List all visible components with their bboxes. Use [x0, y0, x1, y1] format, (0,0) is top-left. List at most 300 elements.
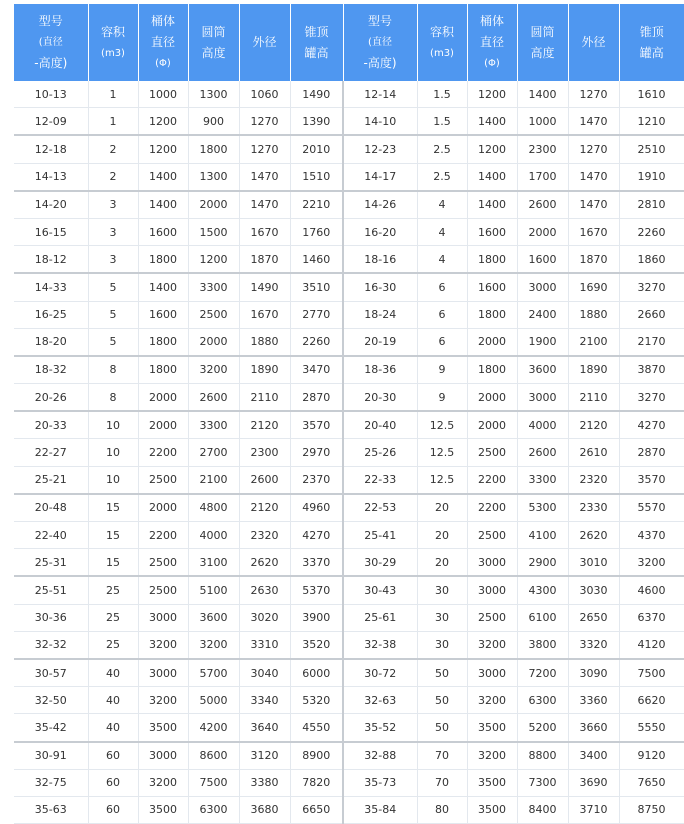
- cone-top-height-cell: 1910: [619, 163, 684, 191]
- cone-top-height-cell: 2170: [619, 328, 684, 356]
- volume-cell: 1: [88, 108, 138, 136]
- volume-cell: 40: [88, 714, 138, 742]
- volume-cell: 60: [88, 769, 138, 796]
- outer-diameter-cell: 3090: [568, 659, 619, 687]
- cylinder-height-cell: 8800: [517, 742, 568, 770]
- body-diameter-cell: 2200: [467, 494, 517, 522]
- cone-top-height-cell: 3270: [619, 273, 684, 301]
- table-row: [14, 439, 684, 466]
- volume-header-right: [417, 4, 467, 81]
- outer-diameter-cell: 1690: [568, 273, 619, 301]
- outer-diameter-cell: 3640: [239, 714, 290, 742]
- model-cell: 35-84: [343, 796, 417, 823]
- outer-diameter-cell: 1670: [568, 218, 619, 245]
- model-cell: 30-72: [343, 659, 417, 687]
- cylinder-height-cell: 1000: [517, 108, 568, 136]
- volume-cell: 10: [88, 439, 138, 466]
- header-line: 高度: [189, 43, 239, 64]
- volume-cell: 20: [417, 494, 467, 522]
- volume-cell: 1: [88, 81, 138, 108]
- cylinder-height-cell: 1300: [188, 163, 239, 191]
- model-cell: 12-09: [14, 108, 88, 136]
- header-line: 容积: [89, 22, 138, 43]
- volume-cell: 10: [88, 466, 138, 494]
- cone-top-height-cell: 2770: [290, 301, 343, 328]
- header-line: 圆筒: [189, 22, 239, 43]
- cone-top-height-cell: 3900: [290, 604, 343, 631]
- cylinder-height-cell: 3600: [188, 604, 239, 631]
- outer-diameter-cell: 1470: [568, 191, 619, 219]
- model-cell: 14-17: [343, 163, 417, 191]
- body-diameter-cell: 1200: [138, 135, 188, 163]
- outer-diameter-cell: 3120: [239, 742, 290, 770]
- model-cell: 32-32: [14, 631, 88, 659]
- cylinder-height-cell: 2000: [188, 328, 239, 356]
- table-row: [14, 659, 684, 687]
- cylinder-height-cell: 3200: [188, 356, 239, 384]
- header-line: 外径: [569, 32, 619, 53]
- table-row: [14, 687, 684, 714]
- volume-cell: 80: [417, 796, 467, 823]
- cylinder-height-cell: 8400: [517, 796, 568, 823]
- cylinder-height-cell: 1300: [188, 81, 239, 108]
- header-line: 容积: [418, 22, 467, 43]
- body-diameter-cell: 1200: [138, 108, 188, 136]
- header-line: 外径: [240, 32, 290, 53]
- volume-cell: 10: [88, 411, 138, 439]
- body-diameter-cell: 2200: [138, 439, 188, 466]
- volume-cell: 6: [417, 301, 467, 328]
- header-line: 罐高: [620, 43, 684, 64]
- cone-top-height-cell: 4120: [619, 631, 684, 659]
- cylinder-height-cell: 2600: [188, 384, 239, 412]
- body-diameter-cell: 2000: [138, 384, 188, 412]
- cone-top-height-cell: 1760: [290, 218, 343, 245]
- table-row: [14, 356, 684, 384]
- model-cell: 12-18: [14, 135, 88, 163]
- cylinder-height-cell: 3300: [517, 466, 568, 494]
- table-row: [14, 218, 684, 245]
- body-diameter-cell: 1400: [138, 191, 188, 219]
- outer-diameter-cell: 3680: [239, 796, 290, 823]
- cylinder-height-cell: 3300: [188, 273, 239, 301]
- model-cell: 20-26: [14, 384, 88, 412]
- volume-header-left: [88, 4, 138, 81]
- volume-cell: 5: [88, 273, 138, 301]
- cylinder-height-cell: 2000: [188, 191, 239, 219]
- table-row: [14, 108, 684, 136]
- table-row: [14, 135, 684, 163]
- table-row: [14, 246, 684, 274]
- outer-diameter-cell: 1470: [568, 108, 619, 136]
- model-cell: 32-75: [14, 769, 88, 796]
- cone-top-height-header-left: [290, 4, 343, 81]
- cone-top-height-cell: 2210: [290, 191, 343, 219]
- cylinder-height-header-right: [517, 4, 568, 81]
- header-line: 桶体: [139, 11, 188, 32]
- cone-top-height-cell: 3570: [619, 466, 684, 494]
- cylinder-height-cell: 4100: [517, 522, 568, 549]
- cylinder-height-cell: 6100: [517, 604, 568, 631]
- table-body: [14, 81, 684, 824]
- volume-cell: 2: [88, 163, 138, 191]
- cone-top-height-cell: 7650: [619, 769, 684, 796]
- model-cell: 32-38: [343, 631, 417, 659]
- cone-top-height-cell: 4270: [290, 522, 343, 549]
- outer-diameter-cell: 2600: [239, 466, 290, 494]
- body-diameter-cell: 3500: [467, 796, 517, 823]
- outer-diameter-cell: 3010: [568, 549, 619, 577]
- model-header-right: [343, 4, 417, 81]
- body-diameter-cell: 1800: [138, 328, 188, 356]
- cone-top-height-cell: 2970: [290, 439, 343, 466]
- cylinder-height-cell: 4300: [517, 576, 568, 604]
- cylinder-height-cell: 7300: [517, 769, 568, 796]
- volume-cell: 2: [88, 135, 138, 163]
- table-row: [14, 273, 684, 301]
- body-diameter-cell: 3200: [467, 687, 517, 714]
- cylinder-height-cell: 2700: [188, 439, 239, 466]
- model-cell: 18-24: [343, 301, 417, 328]
- outer-diameter-cell: 1060: [239, 81, 290, 108]
- model-cell: 30-43: [343, 576, 417, 604]
- model-cell: 12-14: [343, 81, 417, 108]
- outer-diameter-cell: 1870: [568, 246, 619, 274]
- cone-top-height-cell: 2370: [290, 466, 343, 494]
- cone-top-height-cell: 2810: [619, 191, 684, 219]
- outer-diameter-cell: 2110: [239, 384, 290, 412]
- cone-top-height-cell: 6650: [290, 796, 343, 823]
- volume-cell: 40: [88, 659, 138, 687]
- volume-cell: 5: [88, 301, 138, 328]
- outer-diameter-cell: 3040: [239, 659, 290, 687]
- model-cell: 25-41: [343, 522, 417, 549]
- outer-diameter-cell: 2320: [239, 522, 290, 549]
- outer-diameter-cell: 1880: [239, 328, 290, 356]
- cylinder-height-cell: 1500: [188, 218, 239, 245]
- body-diameter-cell: 2500: [467, 604, 517, 631]
- model-cell: 25-61: [343, 604, 417, 631]
- model-cell: 20-33: [14, 411, 88, 439]
- body-diameter-cell: 3000: [467, 659, 517, 687]
- outer-diameter-cell: 1470: [568, 163, 619, 191]
- cylinder-height-cell: 1900: [517, 328, 568, 356]
- header-line: 锥顶: [620, 22, 684, 43]
- cone-top-height-cell: 4270: [619, 411, 684, 439]
- header-line: (Φ): [468, 53, 517, 74]
- outer-diameter-cell: 2610: [568, 439, 619, 466]
- header-line: 锥顶: [291, 22, 343, 43]
- body-diameter-cell: 3500: [138, 714, 188, 742]
- cylinder-height-cell: 7500: [188, 769, 239, 796]
- volume-cell: 9: [417, 384, 467, 412]
- cone-top-height-cell: 5320: [290, 687, 343, 714]
- outer-diameter-cell: 1470: [239, 163, 290, 191]
- body-diameter-cell: 3000: [467, 576, 517, 604]
- cone-top-height-cell: 3200: [619, 549, 684, 577]
- cone-top-height-cell: 2260: [290, 328, 343, 356]
- cylinder-height-cell: 6300: [188, 796, 239, 823]
- outer-diameter-cell: 1890: [568, 356, 619, 384]
- cylinder-height-cell: 5000: [188, 687, 239, 714]
- header-line: 直径: [468, 32, 517, 53]
- cylinder-height-header-left: [188, 4, 239, 81]
- cylinder-height-cell: 3100: [188, 549, 239, 577]
- model-cell: 18-12: [14, 246, 88, 274]
- volume-cell: 6: [417, 273, 467, 301]
- body-diameter-cell: 3200: [138, 631, 188, 659]
- outer-diameter-cell: 3660: [568, 714, 619, 742]
- table-row: [14, 411, 684, 439]
- tank-spec-table: [14, 4, 684, 824]
- outer-diameter-header-right: [568, 4, 619, 81]
- volume-cell: 3: [88, 246, 138, 274]
- cone-top-height-cell: 5570: [619, 494, 684, 522]
- outer-diameter-cell: 1870: [239, 246, 290, 274]
- volume-cell: 50: [417, 714, 467, 742]
- body-diameter-header-left: [138, 4, 188, 81]
- cylinder-height-cell: 2600: [517, 191, 568, 219]
- model-cell: 18-32: [14, 356, 88, 384]
- outer-diameter-cell: 1880: [568, 301, 619, 328]
- table-row: [14, 742, 684, 770]
- volume-cell: 3: [88, 218, 138, 245]
- outer-diameter-cell: 1270: [239, 135, 290, 163]
- model-cell: 35-52: [343, 714, 417, 742]
- model-cell: 25-31: [14, 549, 88, 577]
- model-cell: 22-33: [343, 466, 417, 494]
- volume-cell: 1.5: [417, 81, 467, 108]
- body-diameter-cell: 2500: [138, 466, 188, 494]
- outer-diameter-cell: 1670: [239, 301, 290, 328]
- outer-diameter-cell: 3400: [568, 742, 619, 770]
- header-line: 高度: [518, 43, 568, 64]
- model-header-left: [14, 4, 88, 81]
- volume-cell: 4: [417, 246, 467, 274]
- cylinder-height-cell: 2100: [188, 466, 239, 494]
- model-cell: 14-13: [14, 163, 88, 191]
- cone-top-height-cell: 1460: [290, 246, 343, 274]
- header-line: 直径: [139, 32, 188, 53]
- header-line: 型号: [344, 11, 417, 32]
- cone-top-height-cell: 2660: [619, 301, 684, 328]
- body-diameter-cell: 1800: [138, 356, 188, 384]
- outer-diameter-cell: 3380: [239, 769, 290, 796]
- cone-top-height-cell: 3870: [619, 356, 684, 384]
- model-cell: 12-23: [343, 135, 417, 163]
- cone-top-height-cell: 1610: [619, 81, 684, 108]
- body-diameter-cell: 1600: [138, 218, 188, 245]
- body-diameter-cell: 1400: [138, 163, 188, 191]
- cylinder-height-cell: 1600: [517, 246, 568, 274]
- model-cell: 18-36: [343, 356, 417, 384]
- volume-cell: 5: [88, 328, 138, 356]
- model-cell: 16-15: [14, 218, 88, 245]
- volume-cell: 3: [88, 191, 138, 219]
- cylinder-height-cell: 5100: [188, 576, 239, 604]
- cone-top-height-cell: 4600: [619, 576, 684, 604]
- cone-top-height-cell: 6620: [619, 687, 684, 714]
- volume-cell: 20: [417, 549, 467, 577]
- model-cell: 32-88: [343, 742, 417, 770]
- volume-cell: 25: [88, 576, 138, 604]
- cone-top-height-cell: 6370: [619, 604, 684, 631]
- volume-cell: 15: [88, 494, 138, 522]
- cylinder-height-cell: 4200: [188, 714, 239, 742]
- cone-top-height-cell: 3570: [290, 411, 343, 439]
- model-cell: 30-91: [14, 742, 88, 770]
- model-cell: 14-20: [14, 191, 88, 219]
- cone-top-height-cell: 4960: [290, 494, 343, 522]
- outer-diameter-cell: 3360: [568, 687, 619, 714]
- model-cell: 10-13: [14, 81, 88, 108]
- cylinder-height-cell: 4800: [188, 494, 239, 522]
- cylinder-height-cell: 6300: [517, 687, 568, 714]
- body-diameter-cell: 3200: [467, 742, 517, 770]
- body-diameter-cell: 1000: [138, 81, 188, 108]
- model-cell: 16-30: [343, 273, 417, 301]
- volume-cell: 30: [417, 631, 467, 659]
- volume-cell: 20: [417, 522, 467, 549]
- header-line: (直径: [14, 32, 88, 53]
- body-diameter-cell: 3000: [138, 659, 188, 687]
- model-cell: 25-51: [14, 576, 88, 604]
- cylinder-height-cell: 2000: [517, 218, 568, 245]
- header-line: -高度): [344, 53, 417, 74]
- body-diameter-header-right: [467, 4, 517, 81]
- model-cell: 25-26: [343, 439, 417, 466]
- cone-top-height-cell: 8750: [619, 796, 684, 823]
- cylinder-height-cell: 2900: [517, 549, 568, 577]
- volume-cell: 50: [417, 659, 467, 687]
- outer-diameter-cell: 1470: [239, 191, 290, 219]
- table-row: [14, 301, 684, 328]
- model-cell: 14-33: [14, 273, 88, 301]
- outer-diameter-header-left: [239, 4, 290, 81]
- cone-top-height-cell: 7500: [619, 659, 684, 687]
- cone-top-height-cell: 1490: [290, 81, 343, 108]
- model-cell: 18-20: [14, 328, 88, 356]
- volume-cell: 8: [88, 384, 138, 412]
- body-diameter-cell: 2500: [467, 439, 517, 466]
- table-row: [14, 576, 684, 604]
- cylinder-height-cell: 4000: [188, 522, 239, 549]
- body-diameter-cell: 3200: [138, 687, 188, 714]
- body-diameter-cell: 1400: [467, 163, 517, 191]
- outer-diameter-cell: 1270: [239, 108, 290, 136]
- tank-spec-table-container: [14, 4, 684, 824]
- body-diameter-cell: 2000: [138, 411, 188, 439]
- header-row: [14, 4, 684, 81]
- table-row: [14, 191, 684, 219]
- cone-top-height-cell: 3270: [619, 384, 684, 412]
- model-cell: 20-48: [14, 494, 88, 522]
- body-diameter-cell: 2500: [467, 522, 517, 549]
- model-cell: 20-30: [343, 384, 417, 412]
- volume-cell: 2.5: [417, 135, 467, 163]
- outer-diameter-cell: 2120: [568, 411, 619, 439]
- cone-top-height-cell: 1390: [290, 108, 343, 136]
- outer-diameter-cell: 2620: [239, 549, 290, 577]
- volume-cell: 30: [417, 576, 467, 604]
- cone-top-height-cell: 3510: [290, 273, 343, 301]
- outer-diameter-cell: 3310: [239, 631, 290, 659]
- header-line: (直径: [344, 32, 417, 53]
- volume-cell: 30: [417, 604, 467, 631]
- cylinder-height-cell: 3200: [188, 631, 239, 659]
- model-cell: 16-20: [343, 218, 417, 245]
- model-cell: 35-63: [14, 796, 88, 823]
- cylinder-height-cell: 3300: [188, 411, 239, 439]
- header-line: (Φ): [139, 53, 188, 74]
- cylinder-height-cell: 2300: [517, 135, 568, 163]
- outer-diameter-cell: 2630: [239, 576, 290, 604]
- outer-diameter-cell: 2320: [568, 466, 619, 494]
- volume-cell: 4: [417, 218, 467, 245]
- volume-cell: 12.5: [417, 466, 467, 494]
- cone-top-height-cell: 1860: [619, 246, 684, 274]
- model-cell: 30-29: [343, 549, 417, 577]
- body-diameter-cell: 3500: [467, 769, 517, 796]
- table-row: [14, 604, 684, 631]
- cone-top-height-cell: 1210: [619, 108, 684, 136]
- cylinder-height-cell: 3000: [517, 384, 568, 412]
- table-row: [14, 81, 684, 108]
- outer-diameter-cell: 1270: [568, 135, 619, 163]
- outer-diameter-cell: 3710: [568, 796, 619, 823]
- body-diameter-cell: 3000: [138, 604, 188, 631]
- volume-cell: 4: [417, 191, 467, 219]
- model-cell: 25-21: [14, 466, 88, 494]
- model-cell: 22-53: [343, 494, 417, 522]
- body-diameter-cell: 1800: [467, 246, 517, 274]
- volume-cell: 6: [417, 328, 467, 356]
- cylinder-height-cell: 3600: [517, 356, 568, 384]
- outer-diameter-cell: 1670: [239, 218, 290, 245]
- volume-cell: 60: [88, 742, 138, 770]
- model-cell: 14-26: [343, 191, 417, 219]
- body-diameter-cell: 1200: [467, 135, 517, 163]
- header-line: 圆筒: [518, 22, 568, 43]
- cone-top-height-cell: 3370: [290, 549, 343, 577]
- body-diameter-cell: 2000: [138, 494, 188, 522]
- volume-cell: 1.5: [417, 108, 467, 136]
- body-diameter-cell: 1400: [467, 108, 517, 136]
- model-cell: 16-25: [14, 301, 88, 328]
- header-line: 型号: [14, 11, 88, 32]
- outer-diameter-cell: 3020: [239, 604, 290, 631]
- cone-top-height-cell: 3470: [290, 356, 343, 384]
- model-cell: 35-73: [343, 769, 417, 796]
- outer-diameter-cell: 1270: [568, 81, 619, 108]
- cone-top-height-header-right: [619, 4, 684, 81]
- cylinder-height-cell: 5300: [517, 494, 568, 522]
- table-row: [14, 549, 684, 577]
- body-diameter-cell: 1200: [467, 81, 517, 108]
- cylinder-height-cell: 1400: [517, 81, 568, 108]
- body-diameter-cell: 1600: [138, 301, 188, 328]
- body-diameter-cell: 2000: [467, 384, 517, 412]
- cone-top-height-cell: 2010: [290, 135, 343, 163]
- body-diameter-cell: 2200: [138, 522, 188, 549]
- volume-cell: 70: [417, 742, 467, 770]
- volume-cell: 15: [88, 549, 138, 577]
- volume-cell: 60: [88, 796, 138, 823]
- model-cell: 18-16: [343, 246, 417, 274]
- volume-cell: 12.5: [417, 439, 467, 466]
- table-row: [14, 769, 684, 796]
- cone-top-height-cell: 2510: [619, 135, 684, 163]
